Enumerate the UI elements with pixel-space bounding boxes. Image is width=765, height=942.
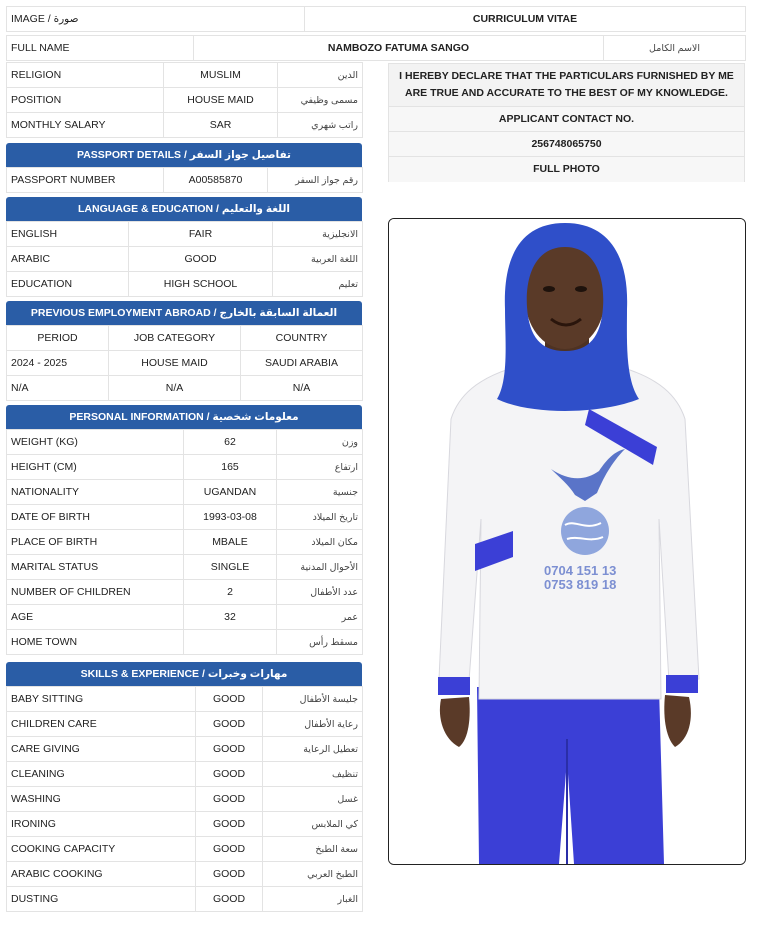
personal-table <box>6 429 363 655</box>
employment-country: N/A <box>241 376 363 401</box>
table-row <box>7 63 363 88</box>
passport-label: PASSPORT NUMBER <box>7 168 164 193</box>
table-row <box>7 247 363 272</box>
page-title: CURRICULUM VITAE <box>305 7 746 32</box>
full-name-ar: الاسم الكامل <box>604 36 746 61</box>
skill-label: DUSTING <box>7 887 196 912</box>
declaration-box <box>388 63 745 182</box>
table-row <box>7 630 363 655</box>
table-row <box>7 480 363 505</box>
skill-label: CHILDREN CARE <box>7 712 196 737</box>
skill-label: CARE GIVING <box>7 737 196 762</box>
personal-value: 1993-03-08 <box>184 505 277 530</box>
personal-label-ar: عمر <box>277 605 363 630</box>
personal-label-ar: مسقط رأس <box>277 630 363 655</box>
basic-label: RELIGION <box>7 63 164 88</box>
skill-label-ar: تعطيل الرعاية <box>263 737 363 762</box>
basic-info-table <box>6 62 363 138</box>
table-row <box>7 862 363 887</box>
table-row <box>7 351 363 376</box>
skill-value: GOOD <box>196 787 263 812</box>
full-name-label: FULL NAME <box>7 36 194 61</box>
personal-label: HEIGHT (CM) <box>7 455 184 480</box>
employment-job: HOUSE MAID <box>109 351 241 376</box>
table-row <box>7 812 363 837</box>
language-label: EDUCATION <box>7 272 129 297</box>
language-table <box>6 221 363 297</box>
table-row <box>7 168 363 193</box>
skill-label-ar: الطبخ العربي <box>263 862 363 887</box>
employment-heading: PREVIOUS EMPLOYMENT ABROAD / العمالة السابقة بالخارج <box>6 301 362 325</box>
skill-label-ar: جليسة الأطفال <box>263 687 363 712</box>
language-heading: LANGUAGE & EDUCATION / اللغة والتعليم <box>6 197 362 221</box>
personal-value: 2 <box>184 580 277 605</box>
employment-job: N/A <box>109 376 241 401</box>
skill-value: GOOD <box>196 812 263 837</box>
table-row <box>7 530 363 555</box>
skill-label-ar: الغبار <box>263 887 363 912</box>
language-label: ENGLISH <box>7 222 129 247</box>
contact-label: APPLICANT CONTACT NO. <box>389 107 744 132</box>
table-row <box>7 455 363 480</box>
personal-label: AGE <box>7 605 184 630</box>
personal-label-ar: مكان الميلاد <box>277 530 363 555</box>
table-row <box>7 222 363 247</box>
skills-table <box>6 686 363 912</box>
personal-label: NATIONALITY <box>7 480 184 505</box>
skill-value: GOOD <box>196 712 263 737</box>
table-row <box>7 837 363 862</box>
table-header-row <box>7 326 363 351</box>
personal-label: DATE OF BIRTH <box>7 505 184 530</box>
table-row <box>7 113 363 138</box>
table-row <box>7 687 363 712</box>
skill-value: GOOD <box>196 887 263 912</box>
skill-label-ar: سعة الطبخ <box>263 837 363 862</box>
full-name-table <box>6 35 746 61</box>
personal-label: HOME TOWN <box>7 630 184 655</box>
uniform-phone-2: 0753 819 18 <box>544 577 617 592</box>
table-row <box>7 762 363 787</box>
person-illustration <box>389 219 745 864</box>
skill-label-ar: كي الملابس <box>263 812 363 837</box>
full-name-value: NAMBOZO FATUMA SANGO <box>194 36 604 61</box>
basic-label: MONTHLY SALARY <box>7 113 164 138</box>
column-header-period: PERIOD <box>7 326 109 351</box>
cv-header-table <box>6 6 746 32</box>
table-row <box>7 787 363 812</box>
image-label: IMAGE / صورة <box>7 7 305 32</box>
column-header-country: COUNTRY <box>241 326 363 351</box>
personal-value: UGANDAN <box>184 480 277 505</box>
personal-label: MARITAL STATUS <box>7 555 184 580</box>
table-row <box>7 376 363 401</box>
table-row <box>7 430 363 455</box>
table-row <box>7 737 363 762</box>
language-value: HIGH SCHOOL <box>129 272 273 297</box>
personal-value: 165 <box>184 455 277 480</box>
language-label: ARABIC <box>7 247 129 272</box>
skills-heading: SKILLS & EXPERIENCE / مهارات وخبرات <box>6 662 362 686</box>
skill-label: BABY SITTING <box>7 687 196 712</box>
skill-label: IRONING <box>7 812 196 837</box>
skill-value: GOOD <box>196 837 263 862</box>
table-row <box>7 887 363 912</box>
employment-table <box>6 325 363 401</box>
table-row <box>7 555 363 580</box>
employment-period: 2024 - 2025 <box>7 351 109 376</box>
employment-period: N/A <box>7 376 109 401</box>
skill-label: ARABIC COOKING <box>7 862 196 887</box>
skill-label-ar: رعاية الأطفال <box>263 712 363 737</box>
passport-table <box>6 167 363 193</box>
full-photo <box>388 218 746 865</box>
basic-label-ar: مسمى وظيفي <box>278 88 363 113</box>
passport-number: A00585870 <box>164 168 268 193</box>
basic-value: SAR <box>164 113 278 138</box>
language-label-ar: اللغة العربية <box>273 247 363 272</box>
basic-label-ar: راتب شهري <box>278 113 363 138</box>
personal-value <box>184 630 277 655</box>
skill-value: GOOD <box>196 762 263 787</box>
personal-label-ar: الأحوال المدنية <box>277 555 363 580</box>
contact-value: 256748065750 <box>389 132 744 157</box>
personal-value: 32 <box>184 605 277 630</box>
table-row <box>7 605 363 630</box>
table-row <box>7 505 363 530</box>
personal-label: PLACE OF BIRTH <box>7 530 184 555</box>
personal-label-ar: ارتفاع <box>277 455 363 480</box>
table-row <box>7 88 363 113</box>
personal-label-ar: عدد الأطفال <box>277 580 363 605</box>
full-photo-label: FULL PHOTO <box>389 157 744 182</box>
language-label-ar: تعليم <box>273 272 363 297</box>
personal-label: WEIGHT (KG) <box>7 430 184 455</box>
employment-country: SAUDI ARABIA <box>241 351 363 376</box>
language-value: FAIR <box>129 222 273 247</box>
basic-label: POSITION <box>7 88 164 113</box>
skill-label-ar: تنظيف <box>263 762 363 787</box>
skill-label: WASHING <box>7 787 196 812</box>
basic-value: HOUSE MAID <box>164 88 278 113</box>
personal-heading: PERSONAL INFORMATION / معلومات شخصية <box>6 405 362 429</box>
table-row <box>7 580 363 605</box>
uniform-phone-1: 0704 151 13 <box>544 563 617 578</box>
table-row <box>7 272 363 297</box>
passport-label-ar: رقم جواز السفر <box>268 168 363 193</box>
basic-label-ar: الدين <box>278 63 363 88</box>
passport-heading: PASSPORT DETAILS / تفاصيل جواز السفر <box>6 143 362 167</box>
table-row <box>7 712 363 737</box>
language-value: GOOD <box>129 247 273 272</box>
skill-label-ar: غسل <box>263 787 363 812</box>
personal-label-ar: وزن <box>277 430 363 455</box>
personal-value: 62 <box>184 430 277 455</box>
skill-value: GOOD <box>196 737 263 762</box>
skill-value: GOOD <box>196 687 263 712</box>
declaration-text: I HEREBY DECLARE THAT THE PARTICULARS FURNISHED BY ME ARE TRUE AND ACCURATE TO THE BEST OF MY KNOWLEDGE. <box>389 64 744 107</box>
language-label-ar: الانجليزية <box>273 222 363 247</box>
skill-label: CLEANING <box>7 762 196 787</box>
personal-label: NUMBER OF CHILDREN <box>7 580 184 605</box>
skill-value: GOOD <box>196 862 263 887</box>
personal-label-ar: جنسية <box>277 480 363 505</box>
skill-label: COOKING CAPACITY <box>7 837 196 862</box>
basic-value: MUSLIM <box>164 63 278 88</box>
column-header-job-category: JOB CATEGORY <box>109 326 241 351</box>
personal-value: MBALE <box>184 530 277 555</box>
personal-value: SINGLE <box>184 555 277 580</box>
personal-label-ar: تاريخ الميلاد <box>277 505 363 530</box>
